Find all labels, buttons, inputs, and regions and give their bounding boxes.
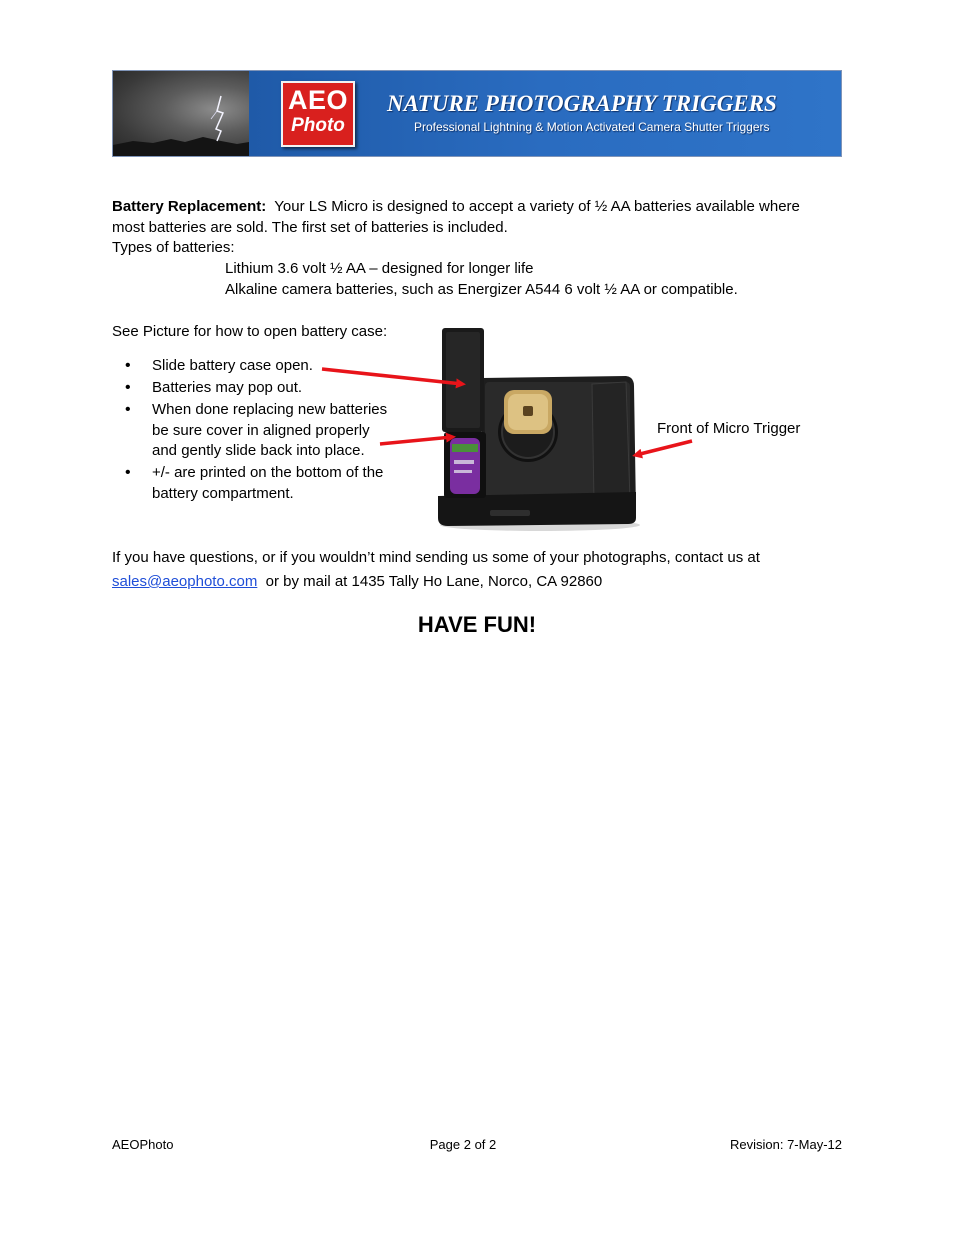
step-text: Slide battery case open. <box>152 357 313 374</box>
battery-heading: Battery Replacement: <box>112 198 267 215</box>
banner-title: NATURE PHOTOGRAPHY TRIGGERS <box>387 91 777 116</box>
logo-photo-text: Photo <box>291 115 345 136</box>
front-of-trigger-label: Front of Micro Trigger <box>657 420 801 437</box>
arrow-to-front <box>636 441 692 455</box>
closing-heading: HAVE FUN! <box>417 612 537 637</box>
step-text: and gently slide back into place. <box>152 442 365 459</box>
arrow-to-battery <box>380 437 452 444</box>
step-text: When done replacing new batteries <box>152 401 388 418</box>
contact-line: If you have questions, or if you wouldn’t mind sending us some of your photographs, contact us at <box>112 549 760 566</box>
battery-type-alkaline: Alkaline camera batteries, such as Energizer A544 6 volt ½ AA or compatible. <box>225 281 738 298</box>
step-text: +/- are printed on the bottom of the <box>152 464 384 481</box>
footer-revision: Revision: 7-May-12 <box>730 1137 842 1152</box>
step-text: be sure cover in aligned properly <box>152 421 370 439</box>
footer-company: AEOPhoto <box>112 1137 174 1152</box>
battery-intro-line1: Your LS Micro is designed to accept a variety of ½ AA batteries available where <box>274 198 800 215</box>
arrow-to-slide-case <box>322 369 462 384</box>
footer-page-number: Page 2 of 2 <box>429 1137 497 1152</box>
email-link[interactable]: sales@aeophoto.com <box>112 573 258 590</box>
mail-address-text: or by mail at 1435 Tally Ho Lane, Norco, CA 92860 <box>257 573 603 590</box>
contact-address-line <box>112 572 602 593</box>
logo-aeo-text: AEO <box>287 85 348 115</box>
battery-types-label: Types of batteries: <box>112 239 235 256</box>
step-text: Batteries may pop out. <box>152 379 303 396</box>
battery-intro-line2: most batteries are sold. The first set of batteries is included. <box>112 218 508 236</box>
step-text: battery compartment. <box>152 484 294 502</box>
see-picture-text: See Picture for how to open battery case: <box>112 323 388 340</box>
banner-subtitle: Professional Lightning & Motion Activated Camera Shutter Triggers <box>414 120 770 134</box>
battery-type-lithium: Lithium 3.6 volt ½ AA – designed for longer life <box>225 260 534 277</box>
